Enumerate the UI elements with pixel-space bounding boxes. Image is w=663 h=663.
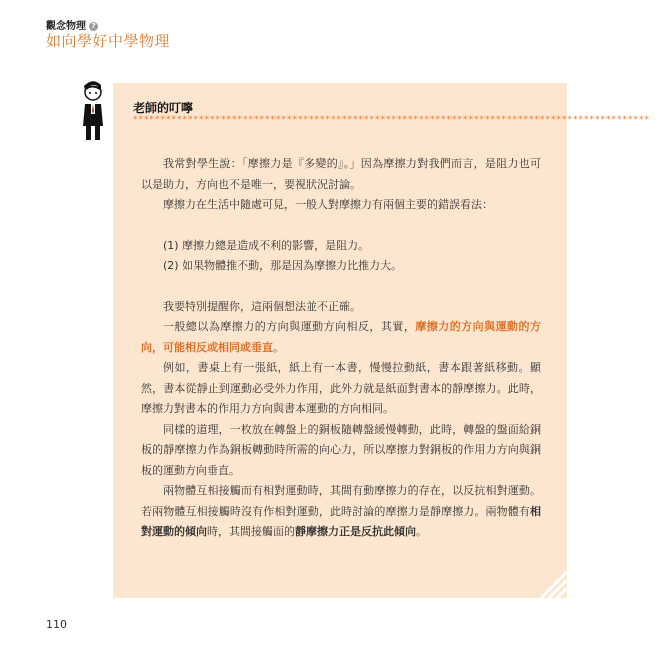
paragraph: 我要特別提醒你，這兩個想法並不正確。: [163, 299, 361, 313]
paragraph: 摩擦力在生活中隨處可見，一般人對摩擦力有兩個主要的錯誤看法：: [163, 198, 493, 211]
corner-stripes-icon: [527, 560, 567, 598]
emphasis-text: 相對運動的傾向: [141, 504, 541, 538]
list-item: (1) 摩擦力總是造成不利的影響，是阻力。: [163, 238, 370, 252]
question-circle-icon: ?: [89, 22, 98, 31]
teacher-figure-icon: [80, 80, 108, 142]
book-title-text: 觀念物理: [46, 21, 86, 32]
list-item: (2) 如果物體推不動，那是因為摩擦力比推力大。: [163, 259, 403, 272]
emphasis-text: 靜摩擦力正是反抗此傾向: [295, 525, 416, 538]
body-text: [141, 154, 541, 543]
paragraph-text: 一般總以為摩擦力的方向與運動方向相反，其實，: [163, 320, 416, 333]
paragraph: 同樣的道理，一枚放在轉盤上的銅板隨轉盤緩慢轉動，此時，轉盤的盤面給銅板的靜摩擦力作為銅板轉動時所需的向心力，所以摩擦力對銅板的作用力方向與銅板的運動方向垂直。: [141, 422, 541, 477]
paragraph: 我常對學生說：「摩擦力是『多變的』。」因為摩擦力對我們而言，是阻力也可以是助力，方向也不是唯一，要視狀況討論。: [141, 157, 541, 191]
section-title: 老師的叮嚀: [133, 101, 194, 115]
highlight-text: 摩擦力的方向與運動的方向，可能相反或相同或垂直: [141, 320, 541, 354]
paragraph: 例如，書桌上有一張紙，紙上有一本書，慢慢拉動紙，書本跟著紙移動。顯然，書本從靜止到運動必受外力作用，此外力就是紙面對書本的靜摩擦力。此時，摩擦力對書本的作用力方向與書本運動的方向相同。: [141, 361, 541, 415]
paragraph-text: 。: [273, 340, 284, 354]
book-subtitle: 如向學好中學物理: [46, 32, 171, 50]
page-number: 110: [46, 618, 67, 631]
paragraph: [141, 481, 541, 543]
section-divider: **********************************************************************************************: [133, 115, 650, 125]
paragraph-text: 。: [416, 525, 427, 538]
paragraph: [141, 317, 541, 358]
paragraph-text: 兩物體互相接觸而有相對運動時，其間有動摩擦力的存在，以反抗相對運動。若兩物體互相接觸時沒有作相對運動，此時討論的摩擦力是靜摩擦力。兩物體有: [141, 484, 541, 518]
paragraph-text: 時，其間接觸面的: [207, 525, 295, 538]
